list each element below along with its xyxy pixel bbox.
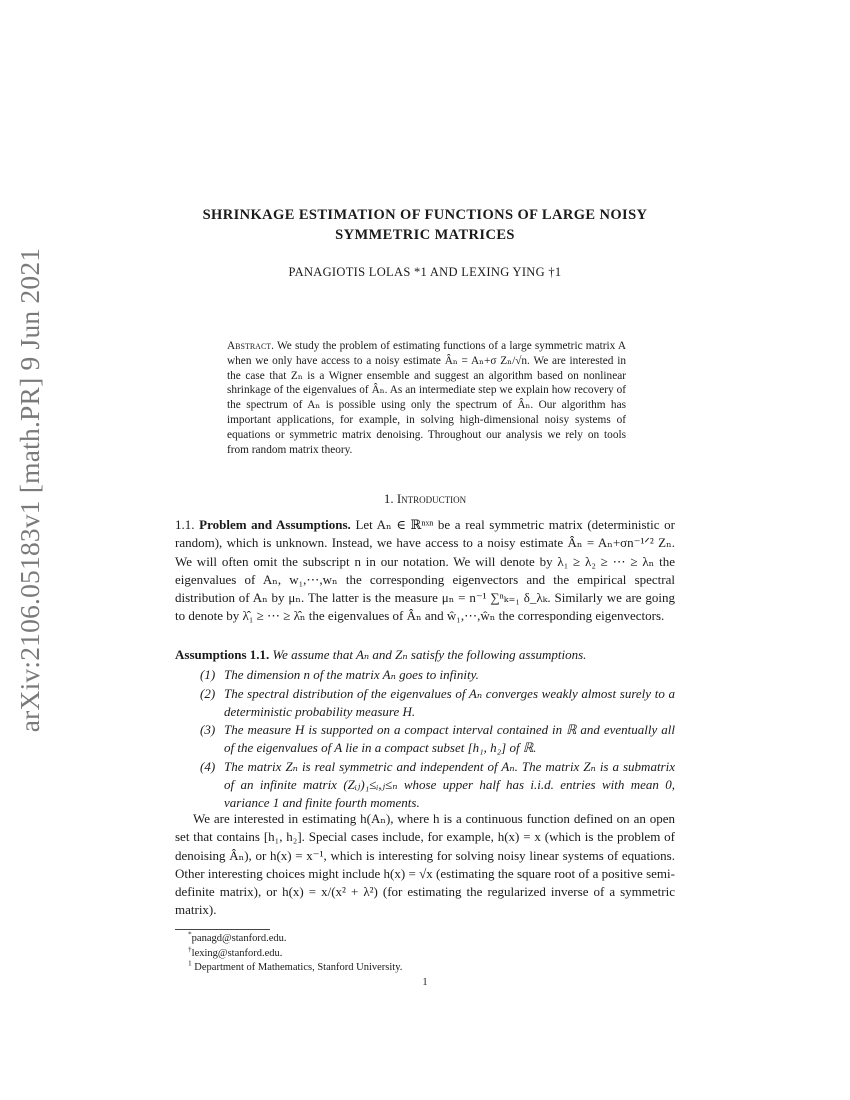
section-title: Introduction bbox=[396, 491, 467, 506]
footnote: †lexing@stanford.edu. bbox=[188, 944, 283, 959]
subsection-title: Problem and Assumptions. bbox=[199, 517, 351, 532]
abstract-text: We study the problem of estimating functions of a large symmetric matrix A when we only have access to a noisy estimate Âₙ = Aₙ+σ Zₙ/√n. We are interested in the case that Zₙ is a Wigner ensemble and suggest an algorithm based on nonlinear shrinkage of the eigenvalues of Âₙ. As an intermediate step we explain how recovery of the spectrum of Aₙ is possible using only the spectrum of Âₙ. Our algorithm has important applications, for example, in solving high-dimensional noisy systems of equations or symmetric matrix denoising. Throughout our analysis we rely on tools from random matrix theory. bbox=[227, 340, 626, 456]
author-line: PANAGIOTIS LOLAS *1 AND LEXING YING †1 bbox=[288, 265, 562, 279]
subsection-paragraph bbox=[175, 516, 675, 626]
assumptions-intro: We assume that Aₙ and Zₙ satisfy the following assumptions. bbox=[272, 647, 587, 662]
abstract bbox=[227, 339, 626, 457]
list-item: (4) The matrix Zₙ is real symmetric and independent of Aₙ. The matrix Zₙ is a submatrix of an infinite matrix (Zᵢⱼ)₁≤ᵢ,ⱼ≤ₙ whose upper half has i.i.d. entries with mean 0, variance 1 and finite fourth moments. bbox=[200, 758, 675, 811]
arxiv-sidebar bbox=[0, 247, 60, 733]
abstract-label: Abstract. bbox=[227, 340, 274, 352]
footnote: $^1$ Department of Mathematics, Stanford University. bbox=[188, 958, 403, 974]
assumptions-label: Assumptions 1.1. bbox=[175, 647, 270, 662]
subsection-text: Let Aₙ ∈ ℝⁿˣⁿ be a real symmetric matrix (deterministic or random), which is unknown. Instead, we have access to a noisy estimate Âₙ = Aₙ+σn⁻¹ᐟ² Zₙ. We will often omit the subscript n in our notation. We will denote by λ₁ ≥ λ₂ ≥ ⋯ ≥ λₙ the eigenvalues of Aₙ, w₁,⋯,wₙ the corresponding eigenvectors and the empirical spectral distribution of Aₙ by μₙ. The latter is the measure μₙ = n⁻¹ ∑ⁿₖ₌₁ δ_λₖ. Similarly we are going to denote by λ̂₁ ≥ ⋯ ≥ λ̂ₙ the eigenvalues of Âₙ and ŵ₁,⋯,ŵₙ the corresponding eigenvectors. bbox=[175, 517, 676, 624]
arxiv-identifier: arXiv:2106.05183v1 [math.PR] 9 Jun 2021 bbox=[14, 247, 45, 733]
section-number: 1. bbox=[383, 491, 394, 506]
section-heading bbox=[175, 491, 675, 507]
footnote: *panagd@stanford.edu. bbox=[188, 929, 287, 944]
paper-title bbox=[100, 205, 750, 245]
list-item: (3) The measure H is supported on a compact interval contained in ℝ and eventually all of the eigenvalues of A lie in a compact subset [h₁, h₂] of ℝ. bbox=[200, 722, 675, 756]
assumptions-block bbox=[175, 646, 675, 813]
body-paragraph-2: We are interested in estimating h(Aₙ), where h is a continuous function defined on an open set that contains [h₁, h₂]. Special cases include, for example, h(x) = x (which is the problem of denoising Âₙ), or h(x) = x⁻¹, which is interesting for solving noisy linear systems of equations. Other interesting choices might include h(x) = √x (estimating the square root of a positive semi-definite matrix), or h(x) = x/(x² + λ²) (for estimating the regularized inverse of a symmetric matrix). bbox=[175, 811, 675, 918]
title-line-1: SHRINKAGE ESTIMATION OF FUNCTIONS OF LARGE NOISY bbox=[202, 207, 648, 223]
assumptions-list bbox=[175, 666, 675, 812]
list-item: (2) The spectral distribution of the eigenvalues of Aₙ converges weakly almost surely to a deterministic probability measure H. bbox=[200, 685, 675, 719]
footnotes bbox=[175, 929, 675, 976]
page-number: 1 bbox=[422, 977, 428, 988]
title-line-2: SYMMETRIC MATRICES bbox=[335, 227, 515, 243]
subsection-number: 1.1. bbox=[175, 517, 195, 532]
list-item: (1) The dimension n of the matrix Aₙ goes to infinity. bbox=[200, 667, 479, 683]
